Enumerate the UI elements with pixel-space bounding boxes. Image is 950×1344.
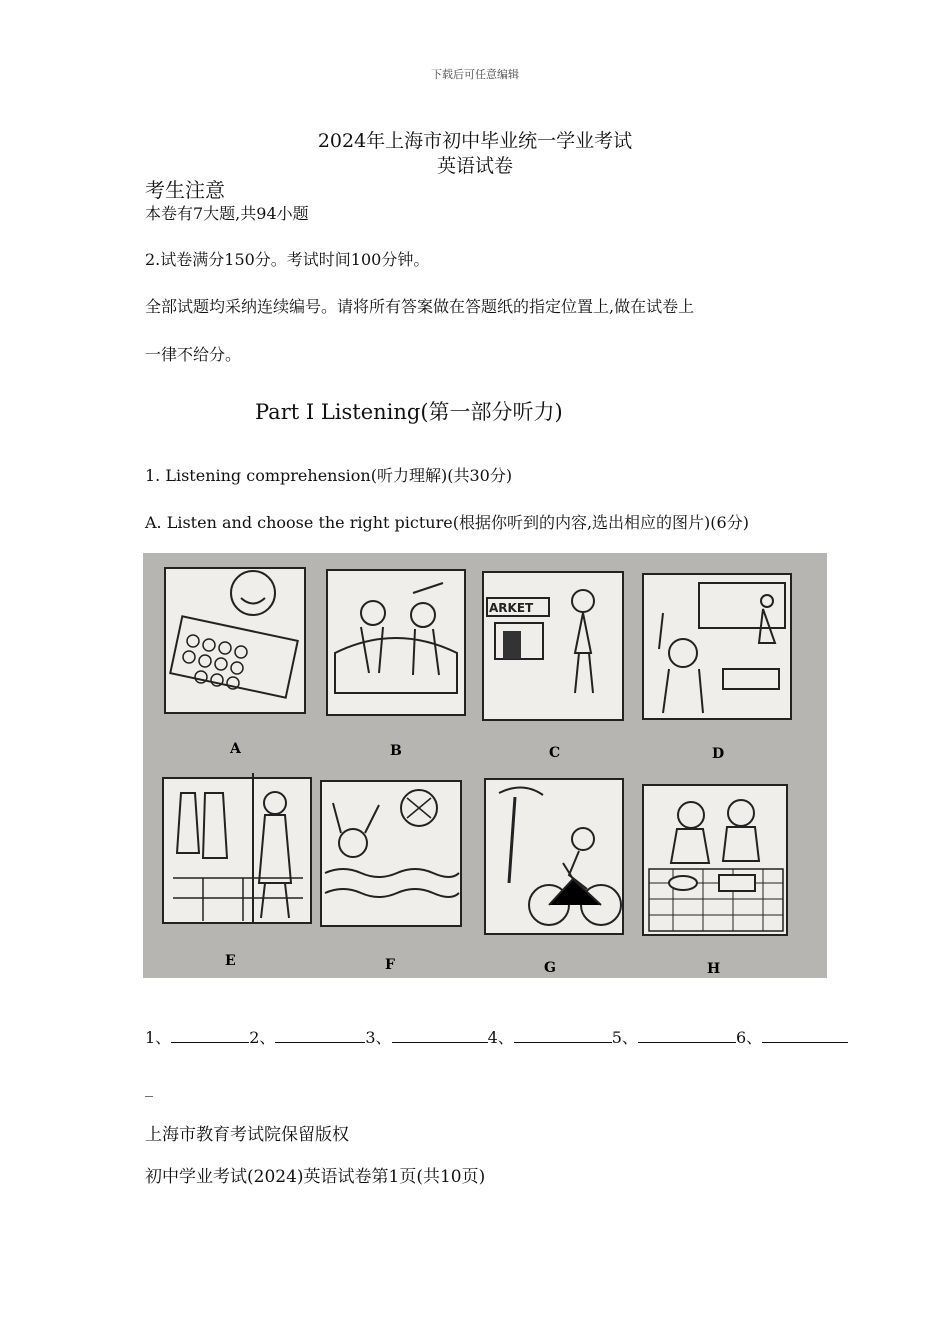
answer-blank-5[interactable] [638,1028,736,1043]
notice-line-2: 2.试卷满分150分。考试时间100分钟。 [145,250,430,269]
answer-number-1: 1、 [145,1028,172,1047]
answer-number-4: 4、 [487,1028,514,1047]
part-title: Part I Listening(第一部分听力) [255,400,563,424]
picture-label-c: C [549,745,561,761]
picture-a-panel [165,568,305,713]
picture-d-panel [643,574,791,719]
notice-line-4: 一律不给分。 [145,345,242,364]
picture-label-g: G [544,960,556,976]
answer-blank-6[interactable] [762,1028,848,1043]
picture-label-d: D [712,746,725,762]
picture-sheet-drawing [143,553,827,978]
answer-number-6: 6、 [735,1028,763,1047]
picture-c-panel [483,572,623,720]
picture-sheet [143,553,827,978]
exam-subtitle: 英语试卷 [436,155,513,177]
picture-label-h: H [707,961,721,977]
answer-number-2: 2、 [249,1028,276,1047]
notice-line-1: 本卷有7大题,共94小题 [145,204,309,223]
picture-label-e: E [225,953,236,969]
picture-h-panel [643,785,787,935]
notice-heading: 考生注意 [145,178,225,202]
section-1-heading: 1. Listening comprehension(听力理解)(共30分) [145,466,513,485]
market-sign: ARKET [489,601,534,615]
page-footer: 初中学业考试(2024)英语试卷第1页(共10页) [145,1167,486,1187]
answer-blank-3[interactable] [392,1028,488,1043]
answer-blanks [145,1025,848,1048]
answer-blank-1[interactable] [171,1028,249,1043]
picture-e-panel [163,773,311,923]
notice-line-3: 全部试题均采纳连续编号。请将所有答案做在答题纸的指定位置上,做在试卷上 [145,297,695,316]
picture-f-panel [321,781,461,926]
answer-blank-4[interactable] [514,1028,612,1043]
picture-g-panel [485,779,623,934]
picture-label-b: B [390,743,402,759]
section-a-heading: A. Listen and choose the right picture(根据你听到的内容,选出相应的图片)(6分) [145,513,749,532]
picture-label-f: F [385,957,395,973]
copyright-line: 上海市教育考试院保留版权 [145,1125,349,1145]
picture-b-panel [327,570,465,715]
header-note: 下载后可任意编辑 [431,68,519,81]
answer-number-5: 5、 [611,1028,638,1047]
picture-label-a: A [230,741,241,757]
answer-trailing-underscore: _ [145,1078,153,1097]
answer-number-3: 3、 [365,1028,392,1047]
answer-blank-2[interactable] [275,1028,365,1043]
exam-title: 2024年上海市初中毕业统一学业考试 [317,130,633,152]
